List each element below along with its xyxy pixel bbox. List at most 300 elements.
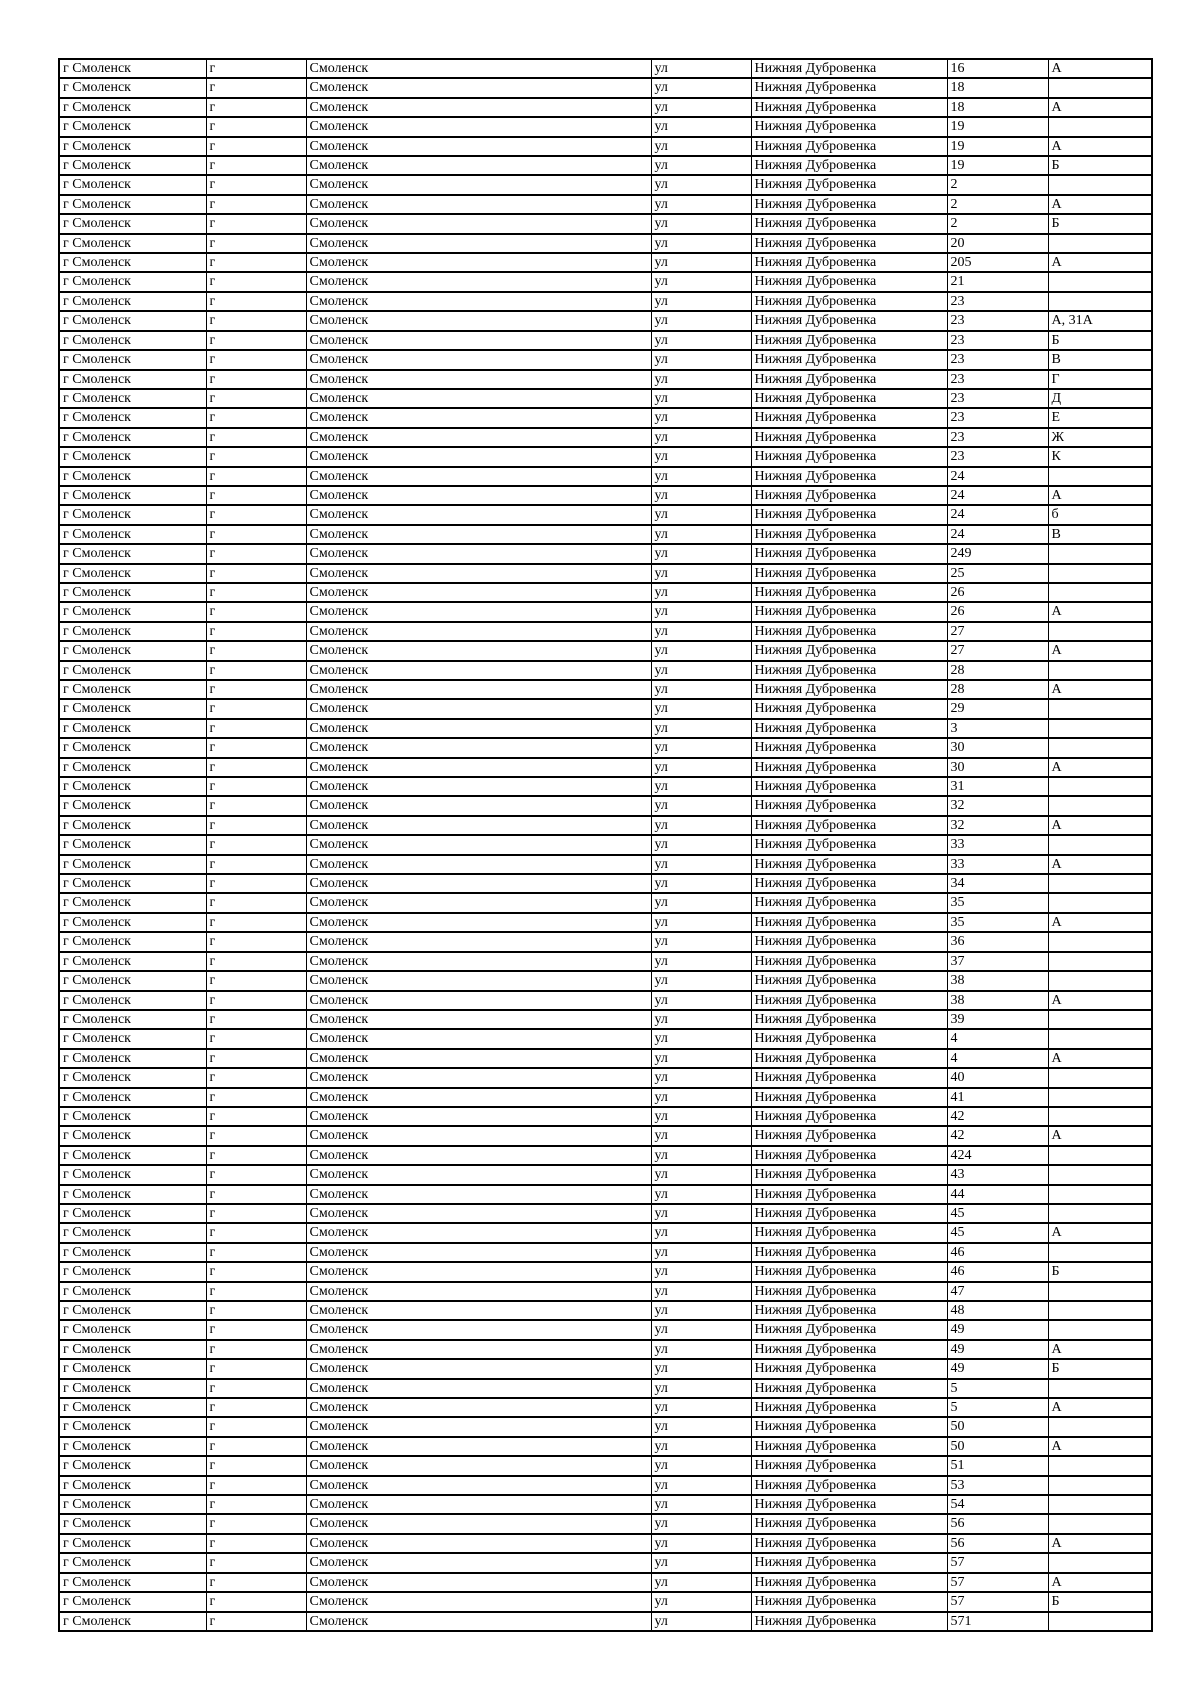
house-number-cell: 424 — [947, 1146, 1048, 1165]
building-letter-cell: А — [1048, 98, 1152, 117]
city-cell: Смоленск — [306, 564, 651, 583]
city-cell: Смоленск — [306, 1010, 651, 1029]
street-type-cell: ул — [651, 796, 751, 815]
table-row — [59, 1495, 1152, 1514]
house-number-cell: 57 — [947, 1592, 1048, 1611]
building-letter-cell — [1048, 738, 1152, 757]
house-number-cell: 56 — [947, 1534, 1048, 1553]
building-letter-cell — [1048, 272, 1152, 291]
table-row — [59, 913, 1152, 932]
building-letter-cell: б — [1048, 505, 1152, 524]
city-type-cell: г — [206, 408, 306, 427]
street-type-cell: ул — [651, 1088, 751, 1107]
city-cell: Смоленск — [306, 292, 651, 311]
building-letter-cell — [1048, 1476, 1152, 1495]
street-cell: Нижняя Дубровенка — [751, 680, 947, 699]
street-type-cell: ул — [651, 505, 751, 524]
city-cell: Смоленск — [306, 408, 651, 427]
house-number-cell: 23 — [947, 350, 1048, 369]
city-cell: Смоленск — [306, 1262, 651, 1281]
building-letter-cell — [1048, 622, 1152, 641]
street-cell: Нижняя Дубровенка — [751, 971, 947, 990]
building-letter-cell — [1048, 835, 1152, 854]
house-number-cell: 26 — [947, 602, 1048, 621]
house-number-cell: 4 — [947, 1049, 1048, 1068]
house-number-cell: 57 — [947, 1573, 1048, 1592]
street-type-cell: ул — [651, 680, 751, 699]
house-number-cell: 16 — [947, 59, 1048, 78]
street-type-cell: ул — [651, 1456, 751, 1475]
street-type-cell: ул — [651, 719, 751, 738]
region-cell: г Смоленск — [59, 971, 206, 990]
building-letter-cell — [1048, 796, 1152, 815]
city-type-cell: г — [206, 1476, 306, 1495]
region-cell: г Смоленск — [59, 1437, 206, 1456]
region-cell: г Смоленск — [59, 1185, 206, 1204]
building-letter-cell: Б — [1048, 1262, 1152, 1281]
building-letter-cell — [1048, 1301, 1152, 1320]
table-row — [59, 1320, 1152, 1339]
street-type-cell: ул — [651, 893, 751, 912]
table-row — [59, 1456, 1152, 1475]
building-letter-cell: Б — [1048, 156, 1152, 175]
house-number-cell: 18 — [947, 98, 1048, 117]
table-row — [59, 1437, 1152, 1456]
city-type-cell: г — [206, 1398, 306, 1417]
street-cell: Нижняя Дубровенка — [751, 913, 947, 932]
region-cell: г Смоленск — [59, 1340, 206, 1359]
building-letter-cell: А — [1048, 486, 1152, 505]
street-cell: Нижняя Дубровенка — [751, 292, 947, 311]
building-letter-cell — [1048, 564, 1152, 583]
city-type-cell: г — [206, 719, 306, 738]
table-row — [59, 932, 1152, 951]
region-cell: г Смоленск — [59, 1359, 206, 1378]
street-type-cell: ул — [651, 311, 751, 330]
city-type-cell: г — [206, 1262, 306, 1281]
building-letter-cell — [1048, 1146, 1152, 1165]
region-cell: г Смоленск — [59, 1573, 206, 1592]
street-type-cell: ул — [651, 331, 751, 350]
city-type-cell: г — [206, 738, 306, 757]
table-row — [59, 1398, 1152, 1417]
house-number-cell: 28 — [947, 680, 1048, 699]
table-row — [59, 1223, 1152, 1242]
building-letter-cell: А — [1048, 1398, 1152, 1417]
region-cell: г Смоленск — [59, 505, 206, 524]
table-row — [59, 1107, 1152, 1126]
street-cell: Нижняя Дубровенка — [751, 525, 947, 544]
table-row — [59, 1126, 1152, 1145]
region-cell: г Смоленск — [59, 331, 206, 350]
building-letter-cell — [1048, 1612, 1152, 1631]
city-cell: Смоленск — [306, 311, 651, 330]
street-cell: Нижняя Дубровенка — [751, 1010, 947, 1029]
building-letter-cell: А — [1048, 758, 1152, 777]
building-letter-cell: Б — [1048, 331, 1152, 350]
street-cell: Нижняя Дубровенка — [751, 486, 947, 505]
region-cell: г Смоленск — [59, 1379, 206, 1398]
region-cell: г Смоленск — [59, 447, 206, 466]
street-type-cell: ул — [651, 699, 751, 718]
city-cell: Смоленск — [306, 195, 651, 214]
table-row — [59, 1573, 1152, 1592]
region-cell: г Смоленск — [59, 719, 206, 738]
house-number-cell: 28 — [947, 661, 1048, 680]
street-type-cell: ул — [651, 564, 751, 583]
city-type-cell: г — [206, 816, 306, 835]
table-row — [59, 1553, 1152, 1572]
table-row — [59, 1379, 1152, 1398]
region-cell: г Смоленск — [59, 1320, 206, 1339]
table-row — [59, 311, 1152, 330]
building-letter-cell: А — [1048, 602, 1152, 621]
street-cell: Нижняя Дубровенка — [751, 1514, 947, 1533]
city-cell: Смоленск — [306, 1068, 651, 1087]
region-cell: г Смоленск — [59, 195, 206, 214]
region-cell: г Смоленск — [59, 796, 206, 815]
table-row — [59, 78, 1152, 97]
city-cell: Смоленск — [306, 117, 651, 136]
city-type-cell: г — [206, 1185, 306, 1204]
region-cell: г Смоленск — [59, 1301, 206, 1320]
street-cell: Нижняя Дубровенка — [751, 137, 947, 156]
region-cell: г Смоленск — [59, 389, 206, 408]
city-type-cell: г — [206, 1320, 306, 1339]
city-type-cell: г — [206, 486, 306, 505]
city-cell: Смоленск — [306, 98, 651, 117]
house-number-cell: 249 — [947, 544, 1048, 563]
city-type-cell: г — [206, 137, 306, 156]
city-cell: Смоленск — [306, 1223, 651, 1242]
city-type-cell: г — [206, 893, 306, 912]
city-type-cell: г — [206, 214, 306, 233]
building-letter-cell — [1048, 1282, 1152, 1301]
city-type-cell: г — [206, 175, 306, 194]
region-cell: г Смоленск — [59, 370, 206, 389]
city-type-cell: г — [206, 835, 306, 854]
city-type-cell: г — [206, 331, 306, 350]
street-cell: Нижняя Дубровенка — [751, 1049, 947, 1068]
house-number-cell: 56 — [947, 1514, 1048, 1533]
street-cell: Нижняя Дубровенка — [751, 1398, 947, 1417]
building-letter-cell — [1048, 1010, 1152, 1029]
table-row — [59, 874, 1152, 893]
city-cell: Смоленск — [306, 1495, 651, 1514]
city-cell: Смоленск — [306, 893, 651, 912]
house-number-cell: 23 — [947, 292, 1048, 311]
house-number-cell: 23 — [947, 408, 1048, 427]
city-cell: Смоленск — [306, 777, 651, 796]
table-row — [59, 583, 1152, 602]
house-number-cell: 47 — [947, 1282, 1048, 1301]
region-cell: г Смоленск — [59, 564, 206, 583]
street-cell: Нижняя Дубровенка — [751, 1068, 947, 1087]
street-cell: Нижняя Дубровенка — [751, 1282, 947, 1301]
street-cell: Нижняя Дубровенка — [751, 602, 947, 621]
house-number-cell: 205 — [947, 253, 1048, 272]
house-number-cell: 46 — [947, 1262, 1048, 1281]
table-row — [59, 564, 1152, 583]
house-number-cell: 49 — [947, 1340, 1048, 1359]
house-number-cell: 53 — [947, 1476, 1048, 1495]
building-letter-cell: Д — [1048, 389, 1152, 408]
street-cell: Нижняя Дубровенка — [751, 1534, 947, 1553]
city-type-cell: г — [206, 952, 306, 971]
city-cell: Смоленск — [306, 1379, 651, 1398]
building-letter-cell — [1048, 1107, 1152, 1126]
street-type-cell: ул — [651, 952, 751, 971]
city-type-cell: г — [206, 971, 306, 990]
region-cell: г Смоленск — [59, 1126, 206, 1145]
table-row — [59, 447, 1152, 466]
table-row — [59, 738, 1152, 757]
city-type-cell: г — [206, 796, 306, 815]
city-cell: Смоленск — [306, 1029, 651, 1048]
city-cell: Смоленск — [306, 486, 651, 505]
street-type-cell: ул — [651, 1223, 751, 1242]
city-type-cell: г — [206, 117, 306, 136]
house-number-cell: 35 — [947, 893, 1048, 912]
table-row — [59, 1514, 1152, 1533]
city-cell: Смоленск — [306, 1456, 651, 1475]
house-number-cell: 26 — [947, 583, 1048, 602]
street-cell: Нижняя Дубровенка — [751, 991, 947, 1010]
house-number-cell: 23 — [947, 447, 1048, 466]
region-cell: г Смоленск — [59, 1534, 206, 1553]
street-cell: Нижняя Дубровенка — [751, 59, 947, 78]
region-cell: г Смоленск — [59, 1612, 206, 1631]
city-cell: Смоленск — [306, 1592, 651, 1611]
region-cell: г Смоленск — [59, 137, 206, 156]
city-cell: Смоленск — [306, 525, 651, 544]
region-cell: г Смоленск — [59, 932, 206, 951]
city-cell: Смоленск — [306, 350, 651, 369]
table-row — [59, 1340, 1152, 1359]
street-type-cell: ул — [651, 1204, 751, 1223]
region-cell: г Смоленск — [59, 59, 206, 78]
city-type-cell: г — [206, 1282, 306, 1301]
street-type-cell: ул — [651, 253, 751, 272]
street-cell: Нижняя Дубровенка — [751, 777, 947, 796]
street-cell: Нижняя Дубровенка — [751, 505, 947, 524]
street-type-cell: ул — [651, 661, 751, 680]
city-type-cell: г — [206, 253, 306, 272]
street-cell: Нижняя Дубровенка — [751, 932, 947, 951]
region-cell: г Смоленск — [59, 1107, 206, 1126]
region-cell: г Смоленск — [59, 1495, 206, 1514]
region-cell: г Смоленск — [59, 117, 206, 136]
house-number-cell: 48 — [947, 1301, 1048, 1320]
region-cell: г Смоленск — [59, 175, 206, 194]
city-cell: Смоленск — [306, 1612, 651, 1631]
region-cell: г Смоленск — [59, 1068, 206, 1087]
street-type-cell: ул — [651, 913, 751, 932]
house-number-cell: 44 — [947, 1185, 1048, 1204]
street-cell: Нижняя Дубровенка — [751, 1359, 947, 1378]
building-letter-cell — [1048, 777, 1152, 796]
region-cell: г Смоленск — [59, 544, 206, 563]
region-cell: г Смоленск — [59, 913, 206, 932]
city-cell: Смоленск — [306, 874, 651, 893]
city-type-cell: г — [206, 1437, 306, 1456]
table-row — [59, 855, 1152, 874]
table-row — [59, 272, 1152, 291]
house-number-cell: 50 — [947, 1417, 1048, 1436]
city-type-cell: г — [206, 661, 306, 680]
house-number-cell: 42 — [947, 1107, 1048, 1126]
table-row — [59, 1185, 1152, 1204]
table-row — [59, 796, 1152, 815]
building-letter-cell: А — [1048, 1126, 1152, 1145]
region-cell: г Смоленск — [59, 1592, 206, 1611]
house-number-cell: 27 — [947, 641, 1048, 660]
building-letter-cell: А — [1048, 1573, 1152, 1592]
house-number-cell: 24 — [947, 505, 1048, 524]
table-row — [59, 389, 1152, 408]
city-cell: Смоленск — [306, 952, 651, 971]
table-row — [59, 1592, 1152, 1611]
table-row — [59, 544, 1152, 563]
house-number-cell: 40 — [947, 1068, 1048, 1087]
city-type-cell: г — [206, 234, 306, 253]
street-type-cell: ул — [651, 1029, 751, 1048]
table-row — [59, 622, 1152, 641]
region-cell: г Смоленск — [59, 1204, 206, 1223]
house-number-cell: 20 — [947, 234, 1048, 253]
street-cell: Нижняя Дубровенка — [751, 98, 947, 117]
street-type-cell: ул — [651, 1495, 751, 1514]
city-cell: Смоленск — [306, 932, 651, 951]
city-type-cell: г — [206, 1049, 306, 1068]
street-cell: Нижняя Дубровенка — [751, 389, 947, 408]
city-type-cell: г — [206, 777, 306, 796]
city-type-cell: г — [206, 602, 306, 621]
city-cell: Смоленск — [306, 1476, 651, 1495]
region-cell: г Смоленск — [59, 602, 206, 621]
street-type-cell: ул — [651, 428, 751, 447]
building-letter-cell — [1048, 1553, 1152, 1572]
city-cell: Смоленск — [306, 699, 651, 718]
street-type-cell: ул — [651, 971, 751, 990]
street-cell: Нижняя Дубровенка — [751, 272, 947, 291]
city-cell: Смоленск — [306, 583, 651, 602]
street-cell: Нижняя Дубровенка — [751, 1379, 947, 1398]
table-row — [59, 699, 1152, 718]
street-cell: Нижняя Дубровенка — [751, 428, 947, 447]
house-number-cell: 46 — [947, 1243, 1048, 1262]
building-letter-cell: А — [1048, 680, 1152, 699]
table-row — [59, 467, 1152, 486]
building-letter-cell: В — [1048, 525, 1152, 544]
street-type-cell: ул — [651, 370, 751, 389]
street-cell: Нижняя Дубровенка — [751, 641, 947, 660]
house-number-cell: 571 — [947, 1612, 1048, 1631]
table-row — [59, 98, 1152, 117]
region-cell: г Смоленск — [59, 758, 206, 777]
street-type-cell: ул — [651, 1262, 751, 1281]
street-type-cell: ул — [651, 1165, 751, 1184]
table-row — [59, 156, 1152, 175]
house-number-cell: 57 — [947, 1553, 1048, 1572]
house-number-cell: 45 — [947, 1204, 1048, 1223]
house-number-cell: 32 — [947, 796, 1048, 815]
city-type-cell: г — [206, 1534, 306, 1553]
building-letter-cell: Б — [1048, 1592, 1152, 1611]
table-row — [59, 331, 1152, 350]
building-letter-cell — [1048, 952, 1152, 971]
building-letter-cell — [1048, 1495, 1152, 1514]
region-cell: г Смоленск — [59, 1282, 206, 1301]
street-type-cell: ул — [651, 272, 751, 291]
building-letter-cell — [1048, 661, 1152, 680]
table-row — [59, 486, 1152, 505]
city-cell: Смоленск — [306, 1534, 651, 1553]
building-letter-cell: А — [1048, 1340, 1152, 1359]
table-row — [59, 1165, 1152, 1184]
city-cell: Смоленск — [306, 971, 651, 990]
street-cell: Нижняя Дубровенка — [751, 1107, 947, 1126]
city-cell: Смоленск — [306, 1437, 651, 1456]
street-cell: Нижняя Дубровенка — [751, 1146, 947, 1165]
street-cell: Нижняя Дубровенка — [751, 544, 947, 563]
table-row — [59, 971, 1152, 990]
region-cell: г Смоленск — [59, 874, 206, 893]
table-row — [59, 661, 1152, 680]
street-type-cell: ул — [651, 59, 751, 78]
city-cell: Смоленск — [306, 680, 651, 699]
table-row — [59, 835, 1152, 854]
house-number-cell: 5 — [947, 1379, 1048, 1398]
region-cell: г Смоленск — [59, 467, 206, 486]
house-number-cell: 50 — [947, 1437, 1048, 1456]
street-type-cell: ул — [651, 525, 751, 544]
city-type-cell: г — [206, 1126, 306, 1145]
street-type-cell: ул — [651, 1553, 751, 1572]
house-number-cell: 49 — [947, 1320, 1048, 1339]
building-letter-cell — [1048, 78, 1152, 97]
street-cell: Нижняя Дубровенка — [751, 350, 947, 369]
city-cell: Смоленск — [306, 1340, 651, 1359]
street-cell: Нижняя Дубровенка — [751, 1553, 947, 1572]
house-number-cell: 3 — [947, 719, 1048, 738]
house-number-cell: 19 — [947, 137, 1048, 156]
street-cell: Нижняя Дубровенка — [751, 156, 947, 175]
city-cell: Смоленск — [306, 544, 651, 563]
city-type-cell: г — [206, 59, 306, 78]
street-cell: Нижняя Дубровенка — [751, 370, 947, 389]
street-type-cell: ул — [651, 292, 751, 311]
street-type-cell: ул — [651, 1185, 751, 1204]
street-cell: Нижняя Дубровенка — [751, 1612, 947, 1631]
building-letter-cell: Б — [1048, 214, 1152, 233]
building-letter-cell: К — [1048, 447, 1152, 466]
house-number-cell: 31 — [947, 777, 1048, 796]
street-cell: Нижняя Дубровенка — [751, 447, 947, 466]
table-row — [59, 59, 1152, 78]
street-cell: Нижняя Дубровенка — [751, 1262, 947, 1281]
region-cell: г Смоленск — [59, 622, 206, 641]
house-number-cell: 39 — [947, 1010, 1048, 1029]
street-type-cell: ул — [651, 78, 751, 97]
table-row — [59, 1010, 1152, 1029]
city-type-cell: г — [206, 991, 306, 1010]
city-type-cell: г — [206, 1553, 306, 1572]
city-type-cell: г — [206, 505, 306, 524]
table-row — [59, 1068, 1152, 1087]
region-cell: г Смоленск — [59, 680, 206, 699]
street-type-cell: ул — [651, 447, 751, 466]
